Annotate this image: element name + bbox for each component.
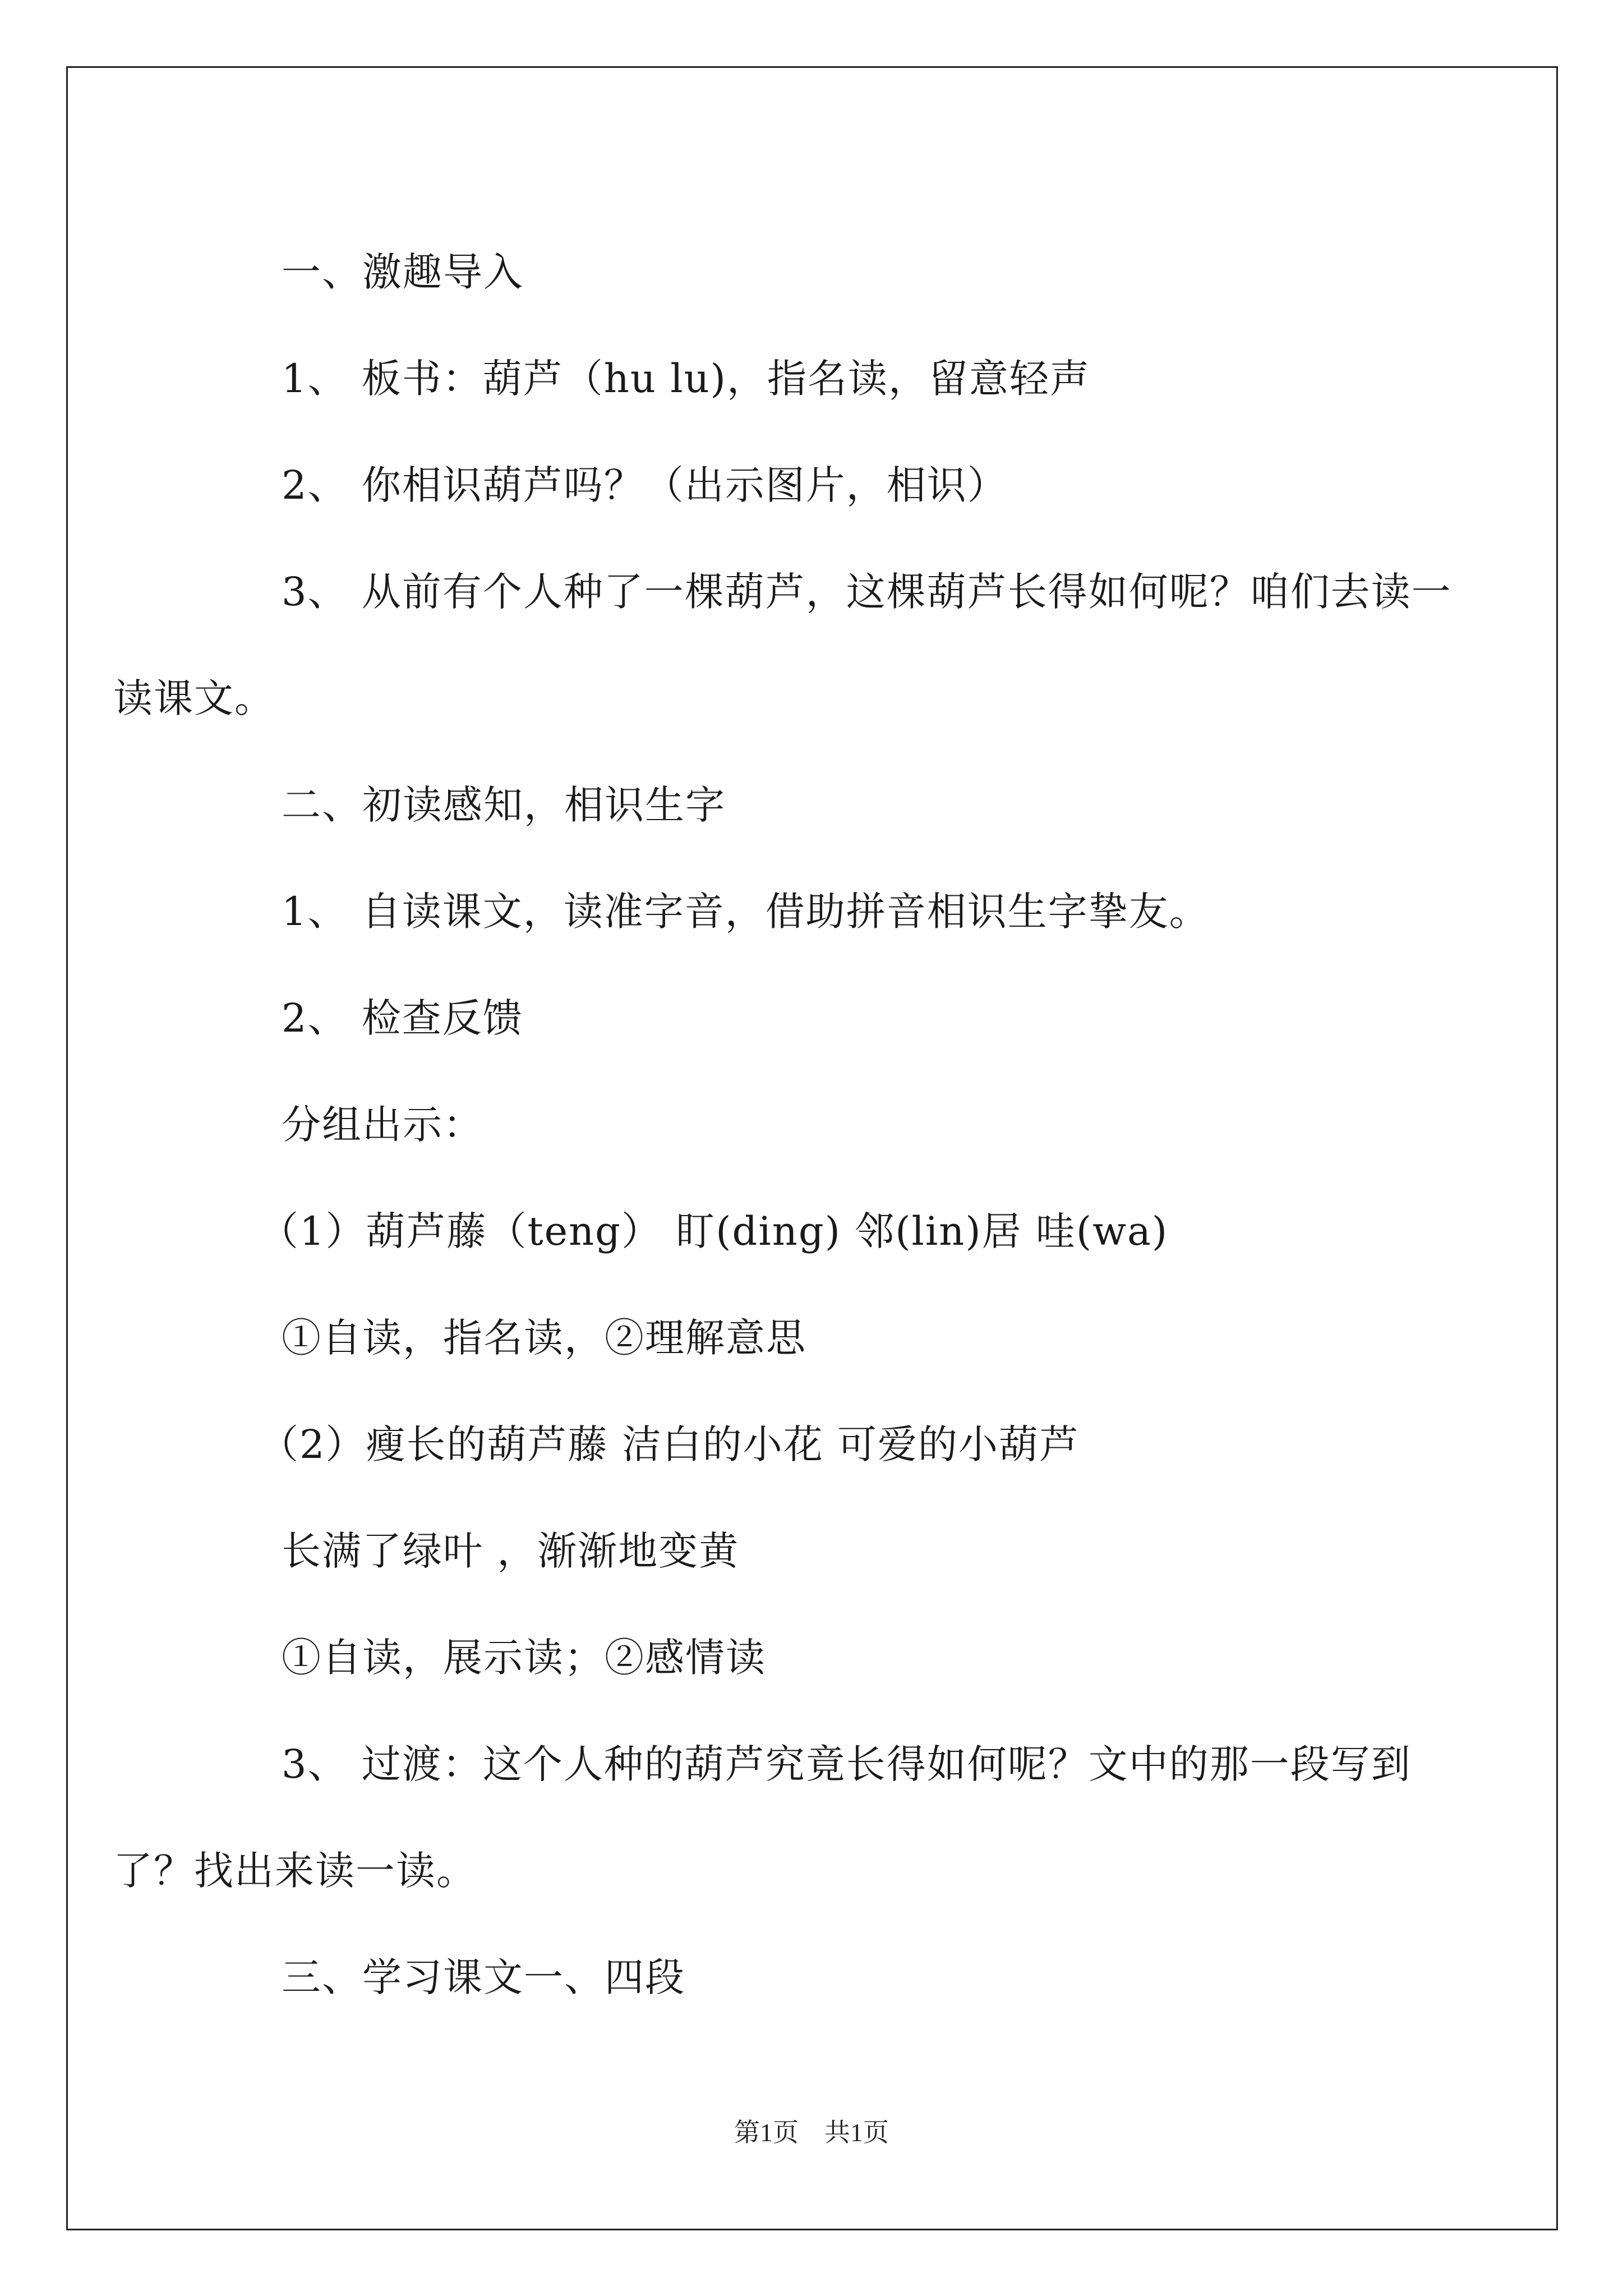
section-heading-1: 一、激趣导入 <box>282 249 524 295</box>
paragraph: 1、 自读课文，读准字音，借助拼音相识生字挚友。 <box>282 889 1210 935</box>
paragraph: （2）瘦长的葫芦藤 洁白的小花 可爱的小葫芦 <box>259 1421 1080 1467</box>
paragraph: 2、 你相识葫芦吗？（出示图片，相识） <box>282 462 1008 508</box>
document-body <box>113 219 1454 2031</box>
paragraph: 分组出示： <box>282 1102 483 1148</box>
paragraph: ①自读，指名读，②理解意思 <box>282 1315 806 1361</box>
section-heading-3: 三、学习课文一、四段 <box>282 1954 685 2000</box>
paragraph: 长满了绿叶 ，渐渐地变黄 <box>282 1528 740 1574</box>
paragraph: 1、 板书：葫芦（hu lu)，指名读，留意轻声 <box>282 356 1090 402</box>
page-footer: 第1页 共1页 <box>734 2118 889 2147</box>
paragraph: 2、 检查反馈 <box>282 995 523 1041</box>
paragraph: 3、 从前有个人种了一棵葫芦，这棵葫芦长得如何呢？咱们去读一读课文。 <box>113 569 1452 721</box>
paragraph: （1）葫芦藤（teng） 盯(ding) 邻(lin)居 哇(wa) <box>259 1208 1169 1254</box>
paragraph: ①自读，展示读；②感情读 <box>282 1635 766 1681</box>
section-heading-2: 二、初读感知，相识生字 <box>282 782 726 828</box>
paragraph: 3、 过渡：这个人种的葫芦究竟长得如何呢？文中的那一段写到了？找出来读一读。 <box>113 1741 1412 1894</box>
